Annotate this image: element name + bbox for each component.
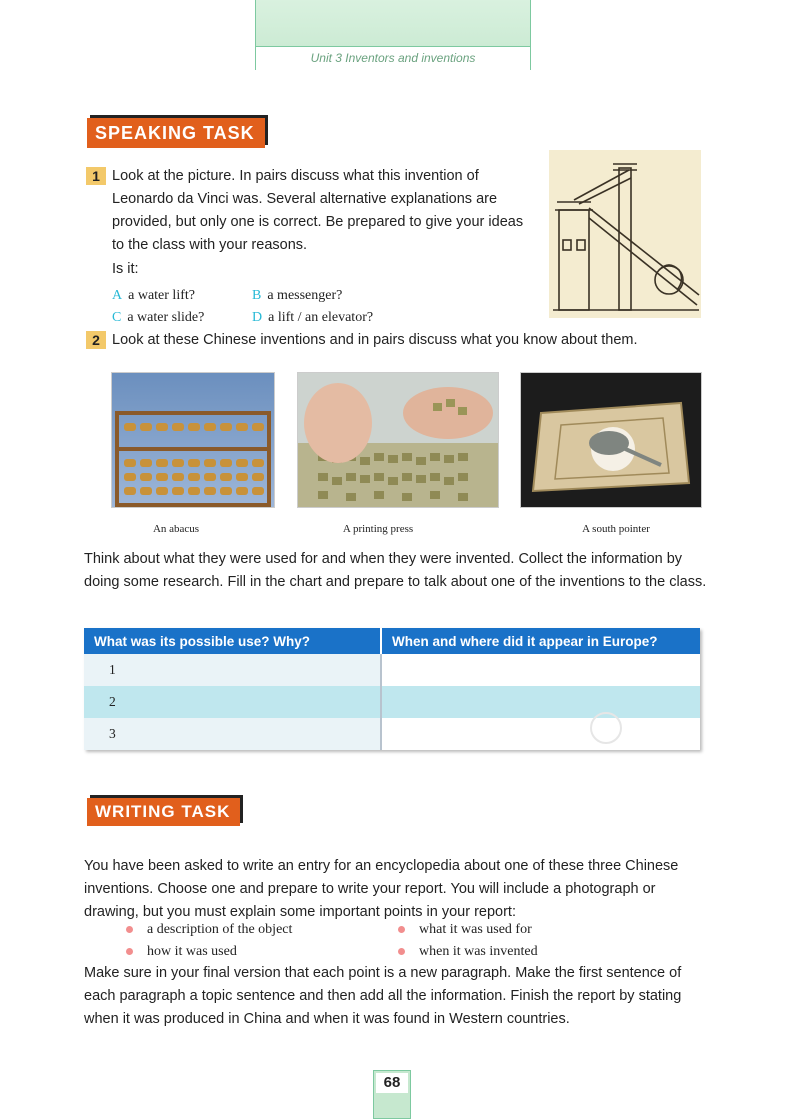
table-header-europe: When and where did it appear in Europe?	[381, 628, 700, 654]
printing-press-drawing	[298, 373, 498, 507]
point-text: what it was used for	[419, 922, 532, 937]
table-row-number: 3	[84, 718, 381, 750]
writing-intro: You have been asked to write an entry for an encyclopedia about one of these three Chinese inventions. Choose one and prepare to write your report. You will include a photograph or drawing, but you must explain some important points in your report:	[84, 858, 679, 920]
speaking-task-heading: SPEAKING TASK	[87, 118, 265, 148]
page-number: 68	[376, 1073, 408, 1093]
unit-header	[255, 0, 531, 70]
question-number-2: 2	[86, 331, 106, 349]
option-c	[112, 310, 204, 326]
option-b-text: a messenger?	[267, 288, 343, 303]
question-2-text: Look at these Chinese inventions and in pairs discuss what you know about them.	[112, 332, 638, 348]
research-instructions: Think about what they were used for and when they were invented. Collect the information by doing some research. Fill in the chart and prepare to talk about one of the inventions to the class.	[84, 551, 707, 590]
option-d-text: a lift / an elevator?	[268, 310, 374, 325]
printing-press-photo	[297, 372, 499, 508]
option-d-letter: D	[252, 310, 263, 325]
south-pointer-photo	[520, 372, 702, 508]
question-1-prompt: Is it:	[112, 261, 139, 277]
bullet-icon	[126, 948, 133, 955]
watermark-mark	[590, 712, 622, 744]
point-item	[398, 922, 532, 938]
bullet-icon	[398, 926, 405, 933]
table-row	[84, 654, 700, 686]
option-c-letter: C	[112, 310, 122, 325]
writing-task-banner	[87, 798, 240, 826]
abacus-caption: An abacus	[152, 523, 200, 535]
option-a	[112, 288, 195, 304]
table-cell-empty[interactable]	[381, 686, 700, 718]
bullet-icon	[126, 926, 133, 933]
table-header-use: What was its possible use? Why?	[84, 628, 381, 654]
point-item	[398, 944, 538, 960]
da-vinci-sketch	[549, 150, 701, 318]
abacus-drawing	[112, 373, 274, 507]
option-b-letter: B	[252, 288, 262, 303]
speaking-task-banner	[87, 118, 265, 148]
point-text: a description of the object	[147, 922, 293, 937]
table-row-number: 2	[84, 686, 381, 718]
unit-title: Unit 3 Inventors and inventions	[256, 46, 530, 71]
option-d	[252, 310, 373, 326]
option-a-letter: A	[112, 288, 123, 303]
bullet-icon	[398, 948, 405, 955]
south-pointer-drawing	[521, 373, 701, 507]
point-item	[126, 944, 237, 960]
da-vinci-sketch-drawing	[549, 150, 701, 318]
table-cell-empty[interactable]	[381, 718, 700, 750]
question-number-1: 1	[86, 167, 106, 185]
page-number-tab	[373, 1070, 411, 1119]
south-pointer-caption: A south pointer	[582, 523, 650, 535]
point-item	[126, 922, 292, 938]
option-a-text: a water lift?	[128, 288, 195, 303]
table-header-row	[84, 628, 700, 654]
option-c-text: a water slide?	[127, 310, 205, 325]
table-row-number: 1	[84, 654, 381, 686]
abacus-photo	[111, 372, 275, 508]
writing-task-heading: WRITING TASK	[87, 798, 240, 826]
option-b	[252, 288, 342, 304]
point-text: when it was invented	[419, 944, 538, 959]
point-text: how it was used	[147, 944, 237, 959]
table-cell-empty[interactable]	[381, 654, 700, 686]
question-1-text: Look at the picture. In pairs discuss what this invention of Leonardo da Vinci was. Several alternative explanations are provided, but only one is correct. Be prepared to give your ideas to the class with your reasons.	[112, 168, 524, 253]
printing-press-caption: A printing press	[342, 523, 414, 535]
writing-outro: Make sure in your final version that each point is a new paragraph. Make the first sentence of each paragraph a topic sentence and then add all the information. Finish the report by stating when it was produced in China and when it was found in Western countries.	[84, 965, 682, 1027]
